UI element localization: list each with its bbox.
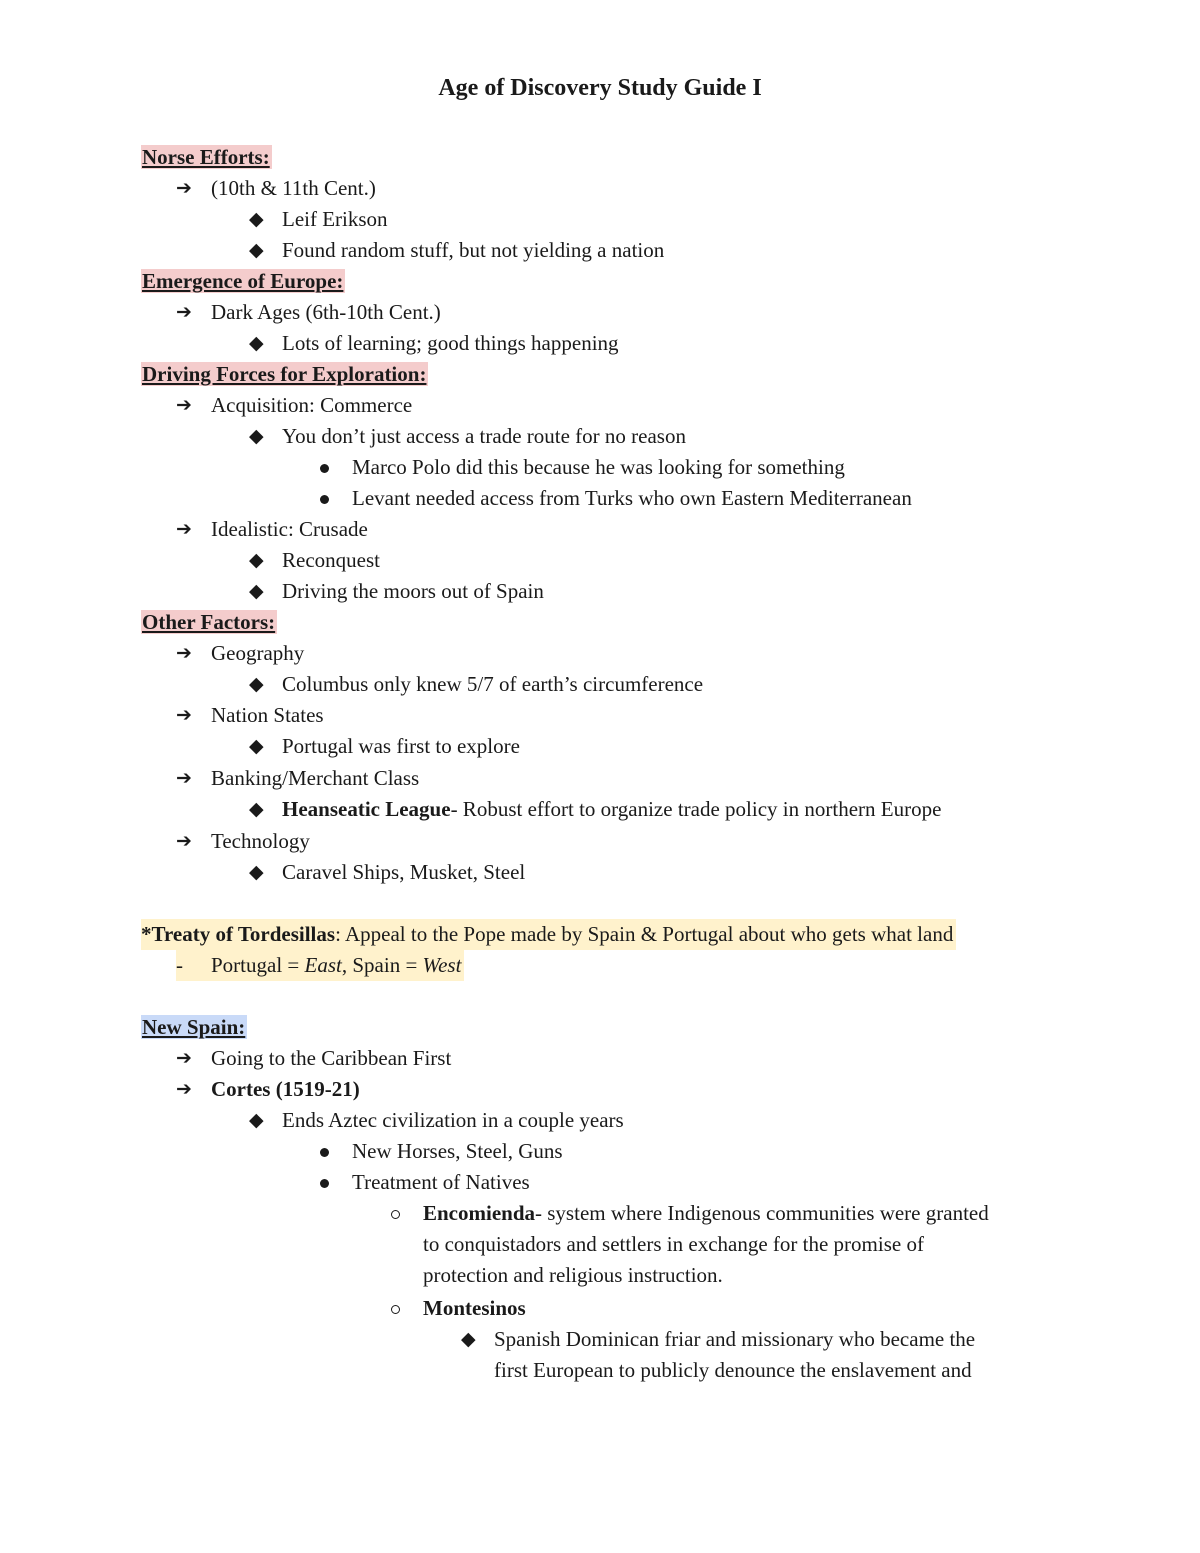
- dash-bullet: -: [176, 953, 183, 977]
- diamond-bullet-icon: ◆: [249, 425, 264, 447]
- diamond-bullet-icon: ◆: [249, 549, 264, 571]
- arrow-bullet-icon: ➔: [176, 1047, 192, 1069]
- diamond-bullet-icon: ◆: [461, 1328, 476, 1350]
- term-encomienda: Encomienda: [423, 1201, 536, 1225]
- diamond-bullet-icon: ◆: [249, 332, 264, 354]
- bullet-dot-icon: [320, 464, 329, 473]
- term-heanseatic-league: Heanseatic League: [282, 797, 451, 821]
- arrow-bullet-icon: ➔: [176, 830, 192, 852]
- arrow-bullet-icon: ➔: [176, 301, 192, 323]
- diamond-bullet-icon: ◆: [249, 208, 264, 230]
- arrow-bullet-icon: ➔: [176, 394, 192, 416]
- arrow-bullet-icon: ➔: [176, 1078, 192, 1100]
- term-montesinos: Montesinos: [423, 1296, 526, 1320]
- bullet-dot-icon: [320, 1179, 329, 1188]
- section-heading-emergence: Emergence of Europe:: [142, 269, 344, 293]
- diamond-bullet-icon: ◆: [249, 580, 264, 602]
- arrow-bullet-icon: ➔: [176, 767, 192, 789]
- bullet-circle-icon: [391, 1210, 400, 1219]
- bullet-dot-icon: [320, 495, 329, 504]
- section-heading-other-factors: Other Factors:: [142, 610, 276, 634]
- arrow-bullet-icon: ➔: [176, 518, 192, 540]
- diamond-bullet-icon: ◆: [249, 861, 264, 883]
- diamond-bullet-icon: ◆: [249, 1109, 264, 1131]
- arrow-bullet-icon: ➔: [176, 704, 192, 726]
- document-page: Age of Discovery Study Guide I Norse Efforts: ➔ (10th & 11th Cent.) ◆ Leif Erikson ◆ Found random stuff, but not yielding a nation Emergence of Europe: ➔ Dark Ages (6th-10th Cent.) ◆ Lots of learning; good things happening Driving Forces for Exploration: ➔ Acquisition: Commerce ◆ You don’t just access a trade route for no reason Marco Polo did this because he was looking for something Levant needed access from Turks who own Eastern Mediterranean ➔ Idealistic: Crusade ◆ Reconquest ◆ Driving the moors out of Spain Other Factors: ➔ Geography ◆ Columbus only knew 5/7 of earth’s circumference ➔ Nation States ◆ Portugal was first to explore ➔ Banking/Merchant Class ◆ Heanseatic League- Robust effort to organize trade policy in northern Europe ➔ Technology ◆ Caravel Ships, Musket, Steel *Treaty of Tordesillas: Appeal to the Pope made by Spain & Portugal about who gets what land - Portugal = East, Spain = West New Spain: ➔ Going to the Caribbean First ➔ Cortes (1519-21) ◆ Ends Aztec civilization in a couple years New Horses, Steel, Guns Treatment of Natives Encomienda- system where Indigenous communities were granted to conquistadors and settlers in exchange for the promise of protection and religious instruction. Montesinos ◆ Spanish Dominican friar and missionary who became the first European to publicly denounce the enslavement and: [0, 0, 1200, 1553]
- bullet-dot-icon: [320, 1148, 329, 1157]
- arrow-bullet-icon: ➔: [176, 642, 192, 664]
- document-title: Age of Discovery Study Guide I: [438, 75, 762, 101]
- diamond-bullet-icon: ◆: [249, 735, 264, 757]
- diamond-bullet-icon: ◆: [249, 673, 264, 695]
- diamond-bullet-icon: ◆: [249, 239, 264, 261]
- term-treaty-of-tordesillas: *Treaty of Tordesillas: [141, 922, 336, 946]
- section-heading-new-spain: New Spain:: [142, 1015, 246, 1039]
- diamond-bullet-icon: ◆: [249, 798, 264, 820]
- bullet-circle-icon: [391, 1305, 400, 1314]
- arrow-bullet-icon: ➔: [176, 177, 192, 199]
- section-heading-driving-forces: Driving Forces for Exploration:: [142, 362, 427, 386]
- section-heading-norse: Norse Efforts:: [142, 145, 270, 169]
